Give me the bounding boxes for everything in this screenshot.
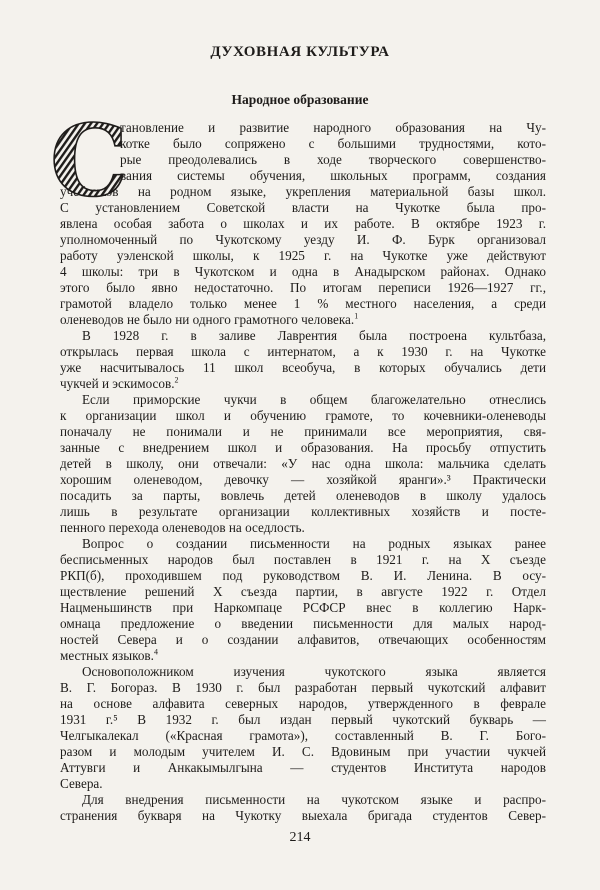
text-line-content: 4 школы: три в Чукотском и одна в Анадырском районах. Однако bbox=[60, 264, 546, 279]
text-line-content: С установлением Советской власти на Чукотке была про- bbox=[60, 200, 546, 215]
text-line bbox=[60, 184, 546, 200]
text-line bbox=[60, 792, 546, 808]
text-line-content: котке было сопряжено с большими трудностями, кото- bbox=[120, 136, 546, 151]
text-line-content: РКП(б), проходившем под руководством В. И. Ленина. В осу- bbox=[60, 568, 546, 583]
text-line bbox=[60, 504, 546, 520]
text-line bbox=[60, 632, 546, 648]
text-line-content: грамотой владело только менее 1 % местного населения, а среди bbox=[60, 296, 546, 311]
svg-text:С: С bbox=[50, 104, 128, 219]
text-line-content: В 1928 г. в заливе Лаврентия была построена культбаза, bbox=[82, 328, 546, 343]
text-line bbox=[60, 264, 546, 280]
text-line-content: вания системы обучения, школьных программ, создания bbox=[120, 168, 546, 183]
text-line-content: учебников на родном языке, укрепления материальной базы школ. bbox=[60, 184, 546, 199]
text-line bbox=[60, 200, 546, 216]
text-line bbox=[60, 760, 546, 776]
text-line bbox=[60, 360, 546, 376]
text-line bbox=[60, 536, 546, 552]
text-line-content: Челгыкалекал («Красная грамота»), составленный В. Г. Бого- bbox=[60, 728, 546, 743]
text-line bbox=[60, 168, 546, 184]
text-line-content: ществление решений X съезда партии, в августе 1922 г. Отдел bbox=[60, 584, 546, 599]
text-line bbox=[60, 776, 546, 792]
footnote-marker: 2 bbox=[174, 375, 179, 385]
text-line bbox=[60, 424, 546, 440]
text-line bbox=[60, 248, 546, 264]
footnote-marker: 1 bbox=[354, 311, 359, 321]
text-line-content: на основе алфавита северных народов, утвержденного в феврале bbox=[60, 696, 546, 711]
text-line-content: занные с внедрением школ и образования. На просьбу отпустить bbox=[60, 440, 546, 455]
text-line bbox=[60, 552, 546, 568]
text-line bbox=[60, 648, 546, 664]
text-line-content: детей в школу, они отвечали: «У нас одна школа: мальчика сделать bbox=[60, 456, 546, 471]
text-line bbox=[60, 696, 546, 712]
text-line bbox=[60, 312, 546, 328]
text-line bbox=[60, 408, 546, 424]
text-line-content: В. Г. Богораз. В 1930 г. был разработан первый чукотский алфавит bbox=[60, 680, 546, 695]
text-line bbox=[60, 616, 546, 632]
text-line bbox=[60, 600, 546, 616]
text-line-content: оленеводов не было ни одного грамотного человека. bbox=[60, 312, 355, 327]
text-line bbox=[60, 472, 546, 488]
footnote-marker: 4 bbox=[153, 647, 158, 657]
text-line bbox=[60, 280, 546, 296]
text-line-content: 1931 г.⁵ В 1932 г. был издан первый чукотский букварь — bbox=[60, 712, 546, 727]
text-line bbox=[60, 120, 546, 136]
text-line bbox=[60, 728, 546, 744]
text-line-content: местных языков. bbox=[60, 648, 154, 663]
text-line-content: хорошим оленеводом, девочку — хозяйкой яранги».³ Практически bbox=[60, 472, 546, 487]
text-line-content: Основоположником изучения чукотского языка является bbox=[82, 664, 546, 679]
text-line bbox=[60, 152, 546, 168]
text-line bbox=[60, 216, 546, 232]
text-line-content: Севера. bbox=[60, 776, 103, 791]
text-line-content: открылась первая школа с интернатом, а к 1930 г. на Чукотке bbox=[60, 344, 546, 359]
text-line bbox=[60, 744, 546, 760]
text-line-content: тановление и развитие народного образования на Чу- bbox=[120, 120, 546, 135]
text-line bbox=[60, 232, 546, 248]
section-title: Народное образование bbox=[231, 92, 369, 107]
text-line-content: уже насчитывалось 11 школ всеобуча, в которых обучались дети bbox=[60, 360, 546, 375]
page-number: 214 bbox=[289, 830, 311, 845]
text-line bbox=[60, 456, 546, 472]
text-line bbox=[60, 296, 546, 312]
body-text bbox=[50, 104, 546, 824]
text-line bbox=[60, 584, 546, 600]
text-line-content: к организации школ и обучению грамоте, то кочевники-оленеводы bbox=[60, 408, 546, 423]
text-line-content: Нацменьшинств при Наркомпаце РСФСР внес в коллегию Нарк- bbox=[60, 600, 546, 615]
text-line bbox=[60, 376, 546, 392]
text-line bbox=[60, 392, 546, 408]
text-line bbox=[60, 520, 546, 536]
text-line-content: лишь в результате организации коллективных хозяйств и посте- bbox=[60, 504, 546, 519]
text-line-content: бесписьменных народов был поставлен в 1921 г. на X съезде bbox=[60, 552, 546, 567]
text-line bbox=[60, 568, 546, 584]
text-line-content: пенного перехода оленеводов на оседлость. bbox=[60, 520, 305, 535]
text-line-content: этого было явно недостаточно. По итогам переписи 1926—1927 гг., bbox=[60, 280, 546, 295]
text-line bbox=[60, 664, 546, 680]
text-line bbox=[60, 440, 546, 456]
text-line-content: посадить за парты, вовлечь детей оленеводов в школу удалось bbox=[60, 488, 546, 503]
text-line-content: Аттувги и Анкакымылгына — студентов Института народов bbox=[60, 760, 546, 775]
text-line-content: Вопрос о создании письменности на родных языках ранее bbox=[82, 536, 546, 551]
text-line-content: Если приморские чукчи в общем благожелательно отнеслись bbox=[82, 392, 546, 407]
text-line bbox=[60, 136, 546, 152]
text-line-content: ностей Севера и о создании алфавитов, отвечающих особенностям bbox=[60, 632, 546, 647]
text-line-content: чукчей и эскимосов. bbox=[60, 376, 175, 391]
text-line-content: уполномоченный по Чукотскому уезду И. Ф. Бурк организовал bbox=[60, 232, 546, 247]
text-line-content: явлена особая забота о школах и их работе. В октябре 1923 г. bbox=[60, 216, 546, 231]
text-line-content: рые преодолевались в ходе творческого совершенство- bbox=[120, 152, 546, 167]
drop-cap bbox=[50, 104, 128, 219]
text-line-content: омнаца предложение о введении письменности для малых народ- bbox=[60, 616, 546, 631]
drop-cap-glyph bbox=[50, 104, 128, 219]
text-line-content: работу уэленской школы, к 1925 г. на Чукотке уже действуют bbox=[60, 248, 546, 263]
text-line bbox=[60, 344, 546, 360]
text-line bbox=[60, 488, 546, 504]
text-line-content: странения букваря на Чукотку выехала бригада студентов Север- bbox=[60, 808, 546, 823]
text-line bbox=[60, 328, 546, 344]
text-line bbox=[60, 808, 546, 824]
text-line bbox=[60, 680, 546, 696]
chapter-title: ДУХОВНАЯ КУЛЬТУРА bbox=[210, 44, 390, 60]
text-line bbox=[60, 712, 546, 728]
text-line-content: разом и молодым учителем И. С. Вдовиным при участии чукчей bbox=[60, 744, 546, 759]
text-line-content: поначалу не понимали и не принимали все мероприятия, свя- bbox=[60, 424, 546, 439]
text-line-content: Для внедрения письменности на чукотском языке и распро- bbox=[82, 792, 546, 807]
paragraph-lines bbox=[60, 120, 546, 824]
